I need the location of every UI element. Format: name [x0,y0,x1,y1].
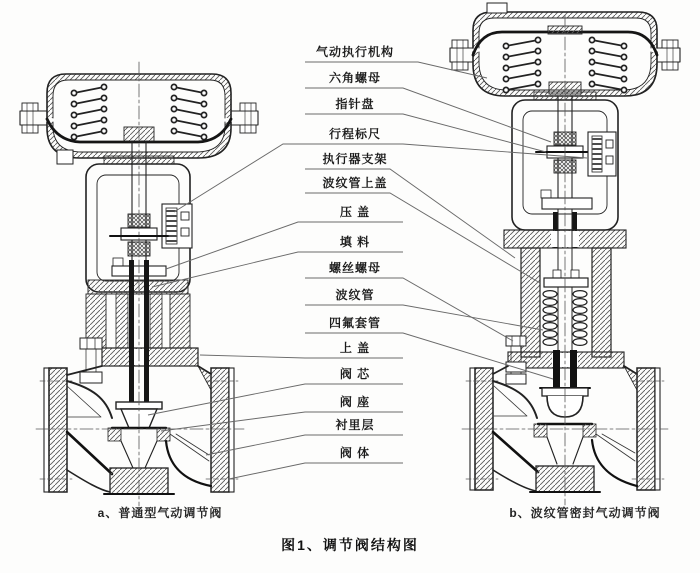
travel-scale-b [588,132,616,176]
caption-valve-a: a、普通型气动调节阀 [97,506,223,520]
label-valve-seat: 阀 座 [339,395,371,409]
bellows-top-cover-b [544,270,588,287]
bonnet-bolt-a [80,338,102,383]
label-valve-body: 阀 体 [339,446,371,460]
label-bellows: 波纹管 [335,288,375,302]
label-ptfe-sleeve: 四氟套管 [328,316,381,330]
figure-title: 图1、调节阀结构图 [281,537,419,553]
label-actuator-bracket: 执行器支架 [322,152,388,166]
caption-valve-b: b、波纹管密封气动调节阀 [509,506,661,520]
label-packing: 填 料 [339,235,371,249]
label-pneumatic-actuator: 气动执行机构 [315,45,394,59]
label-bonnet: 上 盖 [339,341,371,355]
label-travel-scale: 行程标尺 [328,127,381,141]
label-pointer-plate: 指针盘 [335,97,375,111]
leader-valve-body [229,463,403,479]
label-hex-nut: 六角螺母 [328,71,381,85]
label-screw-nut: 螺丝螺母 [328,261,381,275]
label-bellows-top-cover: 波纹管上盖 [322,176,388,190]
packing-a [129,260,134,402]
ptfe-sleeve-b [553,350,560,388]
lining-layer-a [67,432,112,474]
valve-b-drawing [450,3,680,505]
bonnet-flange-a [102,348,198,366]
label-valve-plug: 阀 芯 [339,367,371,381]
label-gland: 压 盖 [339,205,371,219]
label-lining-layer: 衬里层 [335,418,375,432]
valve-a-drawing [20,62,258,506]
